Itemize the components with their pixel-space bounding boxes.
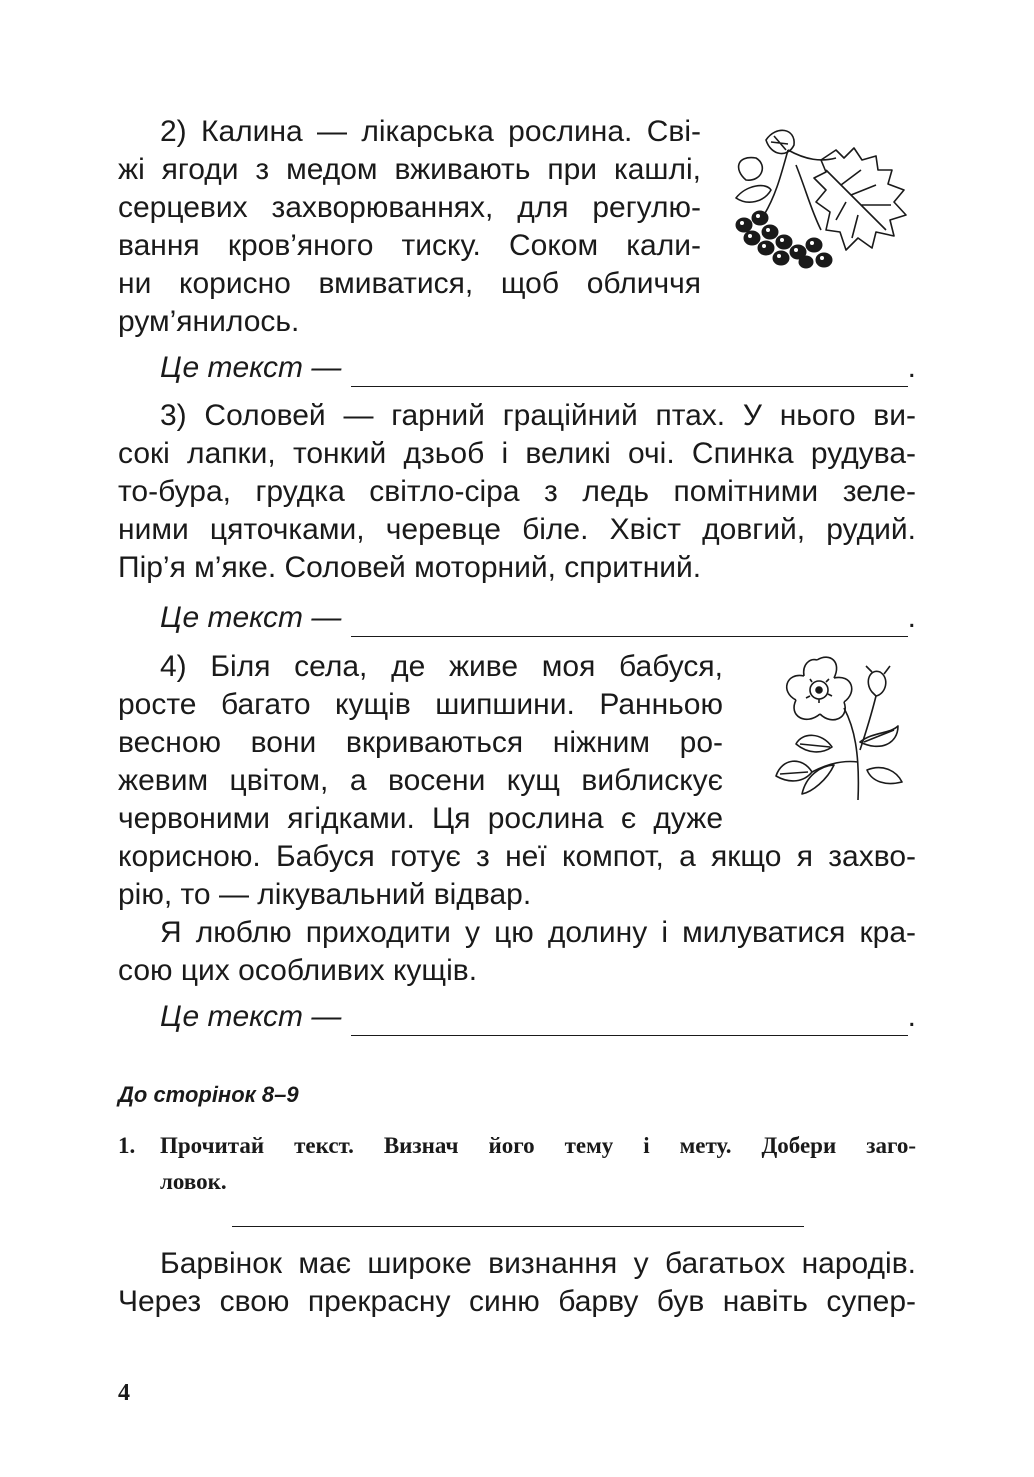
para2-line-3: серцевих захворюваннях, для регулю-	[118, 191, 701, 224]
section-heading: До сторінок 8–9	[118, 1082, 299, 1107]
para4-line-7: рію, то — лікувальний відвар.	[118, 878, 532, 911]
para4-line-2: росте багато кущів шипшини. Ранньою	[118, 688, 723, 721]
viburnum-branch-illustration	[726, 120, 916, 270]
answer-period: .	[907, 601, 916, 634]
page-number: 4	[118, 1380, 130, 1406]
para4-line-9: сою цих особливих кущів.	[118, 954, 478, 987]
para4-line-1: 4) Біля села, де живе моя бабуся,	[160, 650, 723, 683]
answer-period: .	[907, 351, 916, 384]
task-text-line-1: Прочитай текст. Визнач його тему і мету. Добери заго-	[160, 1133, 916, 1158]
answer-lead: Це текст —	[160, 351, 342, 384]
para3-answer	[160, 599, 916, 637]
para4-line-8: Я люблю приходити у цю долину і милуватися кра-	[160, 916, 916, 949]
para2-line-2: жі ягоди з медом вживають при кашлі,	[118, 153, 701, 186]
para2-line-4: вання кров’яного тиску. Соком кали-	[118, 229, 701, 262]
para3-line-4: ними цяточками, черевце біле. Хвіст довгий, рудий.	[118, 513, 916, 546]
answer-blank-line[interactable]	[351, 1009, 907, 1036]
para2-answer	[160, 349, 916, 387]
answer-period: .	[907, 1000, 916, 1033]
title-blank-line[interactable]	[232, 1226, 804, 1227]
para4-line-5: червоними ягідками. Ця рослина є дуже	[118, 802, 723, 835]
para4-answer	[160, 998, 916, 1036]
para3-line-1: 3) Соловей — гарний граційний птах. У нього ви-	[160, 399, 916, 432]
para4-line-4: жевим цвітом, а восени кущ виблискує	[118, 764, 723, 797]
para2-line-5: ни корисно вмиватися, щоб обличчя	[118, 267, 701, 300]
rosehip-flower-illustration	[772, 652, 912, 802]
final-text-line-1: Барвінок має широке визнання у багатьох народів.	[160, 1247, 916, 1280]
task-number: 1.	[118, 1133, 136, 1158]
answer-blank-line[interactable]	[351, 360, 907, 387]
answer-lead: Це текст —	[160, 601, 342, 634]
para3-line-2: сокі лапки, тонкий дзьоб і великі очі. Спинка рудува-	[118, 437, 916, 470]
para3-line-5: Пір’я м’яке. Соловей моторний, спритний.	[118, 551, 702, 584]
task-text-line-2: ловок.	[160, 1169, 227, 1194]
final-text-line-2: Через свою прекрасну синю барву був навіть супер-	[118, 1285, 916, 1318]
para4-line-3: весною вони вкриваються ніжним ро-	[118, 726, 723, 759]
para2-line-6: рум’янилось.	[118, 305, 300, 338]
para4-line-6: корисною. Бабуся готує з неї компот, а якщо я захво-	[118, 840, 916, 873]
answer-blank-line[interactable]	[351, 610, 907, 637]
para2-line-1: 2) Калина — лікарська рослина. Сві-	[160, 115, 701, 148]
answer-lead: Це текст —	[160, 1000, 342, 1033]
para3-line-3: то-бура, грудка світло-сіра з ледь помітними зеле-	[118, 475, 916, 508]
